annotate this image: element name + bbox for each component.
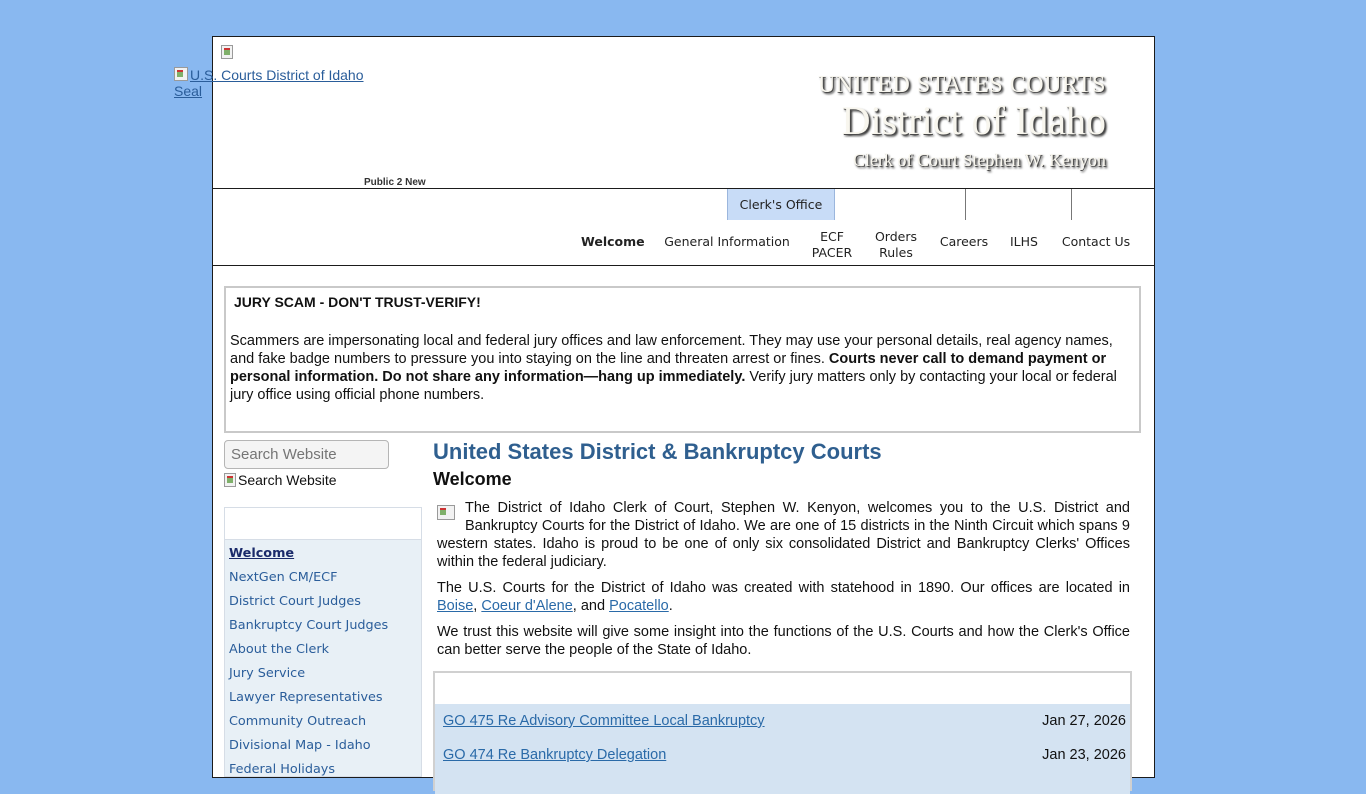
nav-ilhs-label: ILHS: [1010, 234, 1038, 249]
news-item-date: Jan 27, 2026: [1042, 713, 1126, 729]
court-title: [818, 71, 1106, 173]
news-item-link[interactable]: GO 474 Re Bankruptcy Delegation: [443, 747, 667, 763]
title-line-2: District of Idaho: [841, 98, 1106, 143]
title-line-1: UNITED STATES COURTS: [818, 72, 1106, 98]
welcome-paragraph-1: [437, 499, 1130, 571]
nav-ecf-label: ECF: [820, 229, 844, 244]
sidebar-item-jury-service[interactable]: Jury Service: [229, 666, 306, 681]
sidebar-item-welcome[interactable]: Welcome: [229, 546, 295, 561]
news-item: [435, 738, 1130, 772]
page-container: [212, 36, 1155, 778]
link-coeur-dalene[interactable]: Coeur d'Alene: [481, 598, 573, 614]
nav-ilhs[interactable]: [1006, 234, 1042, 266]
welcome-paragraph-1-text: The District of Idaho Clerk of Court, Stephen W. Kenyon, welcomes you to the U.S. District and Bankruptcy Courts for the District of Idaho. We are one of 15 districts in the Ninth Circuit which spans 9 western states. Idaho is proud to be one of only six consolidated District and Bankruptcy Clerks' Offices within the federal judiciary.: [437, 500, 1130, 570]
sidebar-item-federal-holidays[interactable]: Federal Holidays: [229, 762, 336, 777]
seal-alt-text: U.S. Courts District of Idaho Seal: [174, 67, 364, 99]
separator: ,: [473, 598, 482, 614]
sidebar-header: [225, 508, 421, 540]
sidebar-item-district-court-judges[interactable]: District Court Judges: [229, 594, 361, 609]
nav-welcome[interactable]: [581, 234, 643, 266]
nav-orders-label: Orders: [874, 229, 918, 244]
nav-general-information-label: General Information: [664, 234, 790, 249]
separator: .: [668, 598, 673, 614]
nav-careers[interactable]: [935, 234, 993, 266]
alert-text-2: Verify jury matters only by contacting your local or federal jury office using official phone numbers.: [230, 369, 1117, 403]
seal-image: [174, 67, 188, 81]
welcome-paragraph-3: We trust this website will give some insight into the functions of the U.S. Courts and how the Clerk's Office can better serve the people of the State of Idaho.: [437, 624, 1130, 658]
clerk-photo: [437, 505, 455, 520]
welcome-content: [437, 499, 1130, 667]
search-button-image: [224, 473, 236, 487]
separator: , and: [572, 598, 610, 614]
search-button[interactable]: [224, 471, 337, 488]
main-nav: [213, 188, 1154, 266]
nav-careers-label: Careers: [939, 234, 989, 249]
tab-clerks-office[interactable]: Clerk's Office: [727, 189, 835, 220]
public-label: Public 2 New: [364, 177, 426, 188]
nav-general-information[interactable]: [664, 234, 790, 266]
news-list: [433, 671, 1132, 791]
header-banner-image: [221, 45, 233, 59]
news-body: [435, 704, 1130, 794]
sidebar-item-about-the-clerk[interactable]: About the Clerk: [229, 642, 330, 657]
news-item-date: Jan 23, 2026: [1042, 747, 1126, 763]
search-input[interactable]: [224, 440, 389, 469]
sidebar-item-bankruptcy-court-judges[interactable]: Bankruptcy Court Judges: [229, 618, 389, 633]
sidebar-nav: [224, 507, 422, 777]
title-line-3: Clerk of Court Stephen W. Kenyon: [853, 150, 1106, 170]
alert-title: JURY SCAM - DON'T TRUST-VERIFY!: [234, 294, 481, 310]
link-boise[interactable]: Boise: [437, 598, 474, 614]
sidebar-item-community-outreach[interactable]: Community Outreach: [229, 714, 367, 729]
page-title: United States District & Bankruptcy Courts: [433, 439, 882, 464]
nav-pacer-label: PACER: [811, 245, 853, 260]
sidebar-item-divisional-map[interactable]: Divisional Map - Idaho: [229, 738, 371, 753]
jury-scam-alert: [224, 286, 1141, 433]
nav-rules-label: Rules: [879, 245, 913, 260]
nav-divider: [1071, 189, 1072, 220]
news-header: [435, 673, 1130, 704]
nav-welcome-label: Welcome: [581, 234, 645, 249]
page-subtitle: Welcome: [433, 469, 512, 489]
news-item-link[interactable]: GO 475 Re Advisory Committee Local Bankruptcy: [443, 713, 765, 729]
nav-divider: [965, 189, 966, 220]
sidebar-item-lawyer-representatives[interactable]: Lawyer Representatives: [229, 690, 383, 705]
welcome-paragraph-2-text: The U.S. Courts for the District of Idaho was created with statehood in 1890. Our offices are located in: [437, 580, 1130, 596]
news-item: [435, 704, 1130, 738]
alert-bold-text: Courts never call to demand payment or personal information. Do not share any information—hang up immediately.: [230, 351, 1107, 385]
nav-ecf-pacer[interactable]: [804, 229, 860, 261]
link-pocatello[interactable]: Pocatello: [609, 598, 669, 614]
nav-contact-us-label: Contact Us: [1061, 234, 1131, 249]
nav-orders-rules[interactable]: [869, 229, 923, 261]
seal-link[interactable]: [174, 66, 384, 99]
nav-contact-us[interactable]: [1059, 234, 1133, 266]
alert-text-1: Scammers are impersonating local and federal jury offices and law enforcement. They may use your personal details, real agency names, and fake badge numbers to pressure you into staying on the line and threaten arrest or fines.: [230, 333, 1113, 367]
welcome-paragraph-2: [437, 579, 1130, 615]
sidebar-item-nextgen-cm-ecf[interactable]: NextGen CM/ECF: [229, 570, 338, 585]
search-button-alt: Search Website: [238, 472, 337, 488]
alert-body: [230, 332, 1130, 404]
